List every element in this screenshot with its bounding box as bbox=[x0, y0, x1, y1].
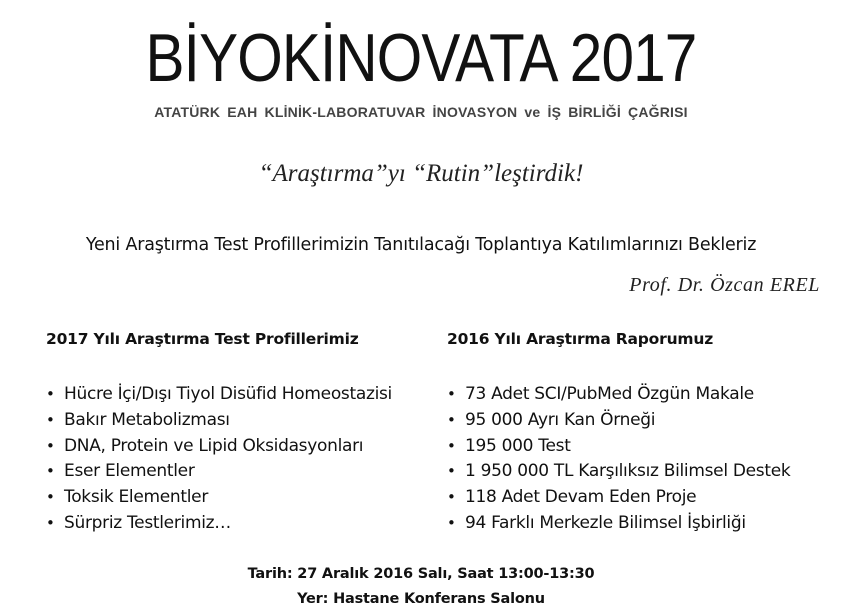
list-item bbox=[447, 408, 837, 434]
list-item-text: 1 950 000 TL Karşılıksız Bilimsel Destek bbox=[465, 461, 791, 482]
list-item bbox=[447, 511, 837, 537]
list-item-text: Hücre İçi/Dışı Tiyol Disüfid Homeostazisi bbox=[64, 384, 392, 404]
bullet-icon: • bbox=[46, 488, 55, 507]
list-item-text: 118 Adet Devam Eden Proje bbox=[465, 487, 697, 508]
bullet-icon: • bbox=[46, 513, 55, 532]
list-item-text: 95 000 Ayrı Kan Örneği bbox=[465, 409, 656, 430]
research-report-section bbox=[447, 330, 837, 537]
bullet-icon: • bbox=[46, 436, 55, 455]
list-item bbox=[46, 459, 426, 485]
list-item bbox=[447, 459, 837, 485]
list-item-text: 73 Adet SCI/PubMed Özgün Makale bbox=[465, 384, 754, 404]
page-subtitle: ATATÜRK EAH KLİNİK-LABORATUVAR İNOVASYON ve İŞ BİRLİĞİ ÇAĞRISI bbox=[154, 104, 688, 120]
list-item bbox=[46, 382, 426, 408]
meeting-date: Tarih: 27 Aralık 2016 Salı, Saat 13:00-13:30 bbox=[247, 566, 595, 582]
research-report-list bbox=[447, 382, 837, 537]
list-item bbox=[447, 382, 837, 408]
bullet-icon: • bbox=[46, 462, 55, 481]
bullet-icon: • bbox=[447, 488, 456, 507]
test-profiles-list bbox=[46, 382, 426, 537]
bullet-icon: • bbox=[447, 513, 456, 532]
list-item-text: Bakır Metabolizması bbox=[64, 409, 230, 430]
list-item bbox=[46, 485, 426, 511]
signature: Prof. Dr. Özcan EREL bbox=[629, 274, 820, 296]
meeting-place: Yer: Hastane Konferans Salonu bbox=[297, 591, 545, 607]
test-profiles-heading: 2017 Yılı Araştırma Test Profillerimiz bbox=[46, 330, 359, 348]
bullet-icon: • bbox=[46, 385, 55, 403]
bullet-icon: • bbox=[447, 462, 456, 481]
list-item bbox=[46, 434, 426, 460]
research-report-heading: 2016 Yılı Araştırma Raporumuz bbox=[447, 330, 714, 348]
bullet-icon: • bbox=[447, 436, 456, 455]
list-item bbox=[447, 434, 837, 460]
invitation-text: Yeni Araştırma Test Profillerimizin Tanıtılacağı Toplantıya Katılımlarınızı Bekleriz bbox=[85, 235, 757, 255]
bullet-icon: • bbox=[46, 410, 55, 429]
list-item-text: Sürpriz Testlerimiz… bbox=[64, 512, 231, 533]
bullet-icon: • bbox=[447, 410, 456, 429]
list-item-text: DNA, Protein ve Lipid Oksidasyonları bbox=[64, 435, 364, 456]
list-item bbox=[447, 485, 837, 511]
list-item-text: 195 000 Test bbox=[465, 435, 571, 456]
list-item bbox=[46, 511, 426, 537]
test-profiles-section bbox=[46, 330, 426, 537]
bullet-icon: • bbox=[447, 385, 456, 403]
page-title: BİYOKİNOVATA 2017 bbox=[145, 20, 697, 96]
list-item-text: Eser Elementler bbox=[64, 461, 195, 482]
list-item-text: Toksik Elementler bbox=[64, 487, 209, 508]
list-item-text: 94 Farklı Merkezle Bilimsel İşbirliği bbox=[465, 512, 746, 533]
motto: “Araştırma”yı “Rutin”leştirdik! bbox=[258, 160, 584, 187]
list-item bbox=[46, 408, 426, 434]
